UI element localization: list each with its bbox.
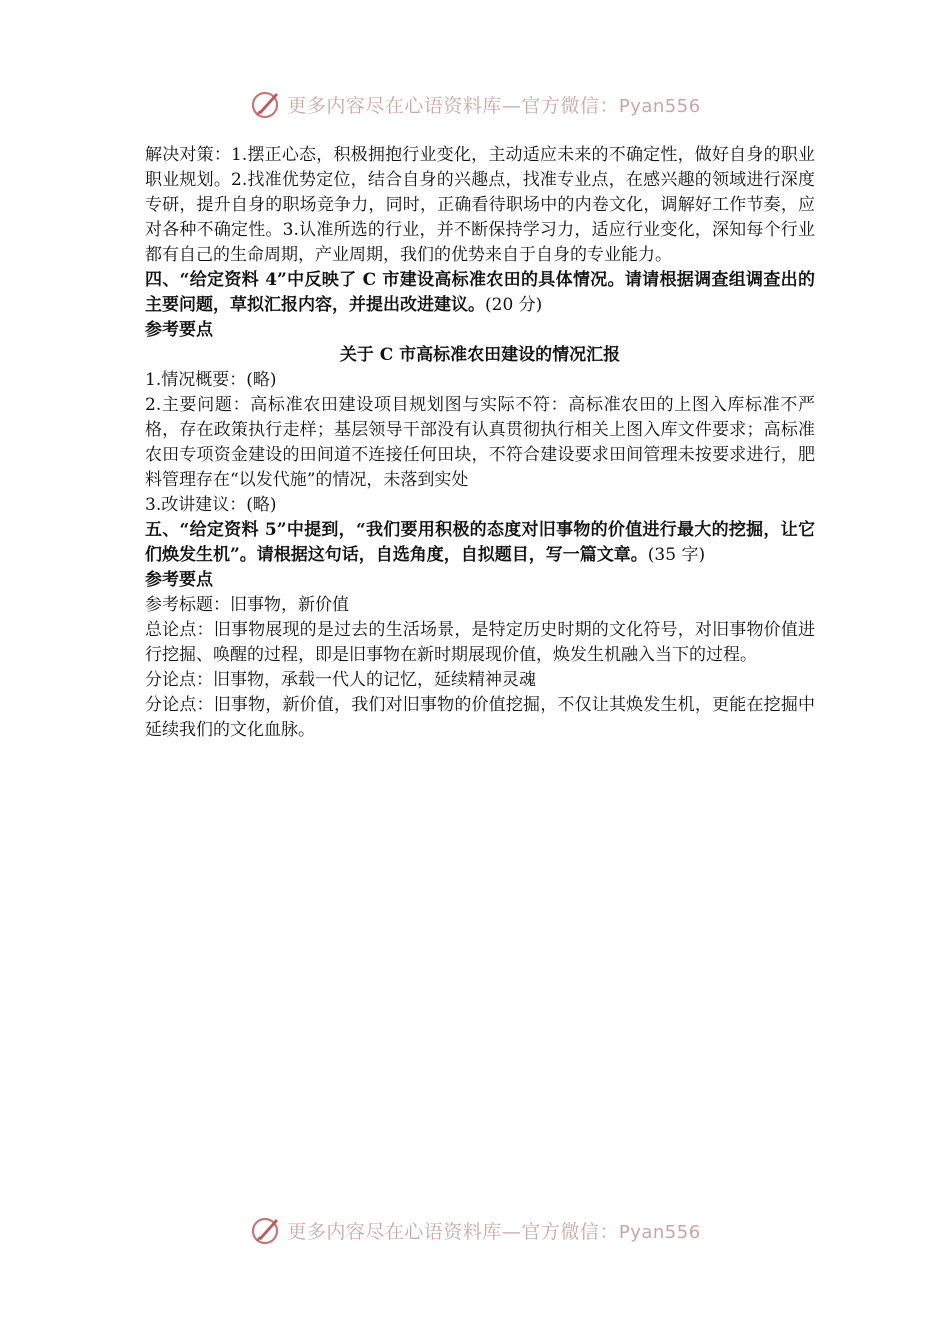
question-5-score: (35 字) [647,545,706,565]
main-argument: 总论点：旧事物展现的是过去的生活场景，是特定历史时期的文化符号，对旧事物价值进行挖掘、唤醒的过程，即是旧事物在新时期展现价值，焕发生机融入当下的过程。 [145,620,815,665]
quill-logo-icon [249,1213,283,1247]
report-item-overview: 1.情况概要：(略) [145,370,277,390]
question-5-title: 五、“给定资料 5”中提到，“我们要用积极的态度对旧事物的价值进行最大的挖掘，让它们焕发生机”。请根据这句话，自选角度，自拟题目，写一篇文章。 [145,520,815,565]
question-4-score: (20 分) [485,295,543,315]
report-item-suggestions: 3.改讲建议：(略) [145,495,277,515]
question-5 [145,518,815,568]
countermeasures-paragraph: 解决对策：1.摆正心态，积极拥抱行业变化，主动适应未来的不确定性，做好自身的职业职业规划。2.找准优势定位，结合自身的兴趣点，找准专业点，在感兴趣的领域进行深度专研，提升自身的职场竞争力，同时，正确看待职场中的内卷文化，调解好工作节奏，应对各种不确定性。3.认准所选的行业，并不断保持学习力，适应行业变化，深知每个行业都有自己的生命周期，产业周期，我们的优势来自于自身的专业能力。 [145,145,815,265]
reference-title: 参考标题：旧事物，新价值 [145,595,349,615]
sub-argument-2: 分论点：旧事物，新价值，我们对旧事物的价值挖掘，不仅让其焕发生机，更能在挖掘中延续我们的文化血脉。 [145,695,815,740]
report-item-problems: 2.主要问题：高标准农田建设项目规划图与实际不符：高标准农田的上图入库标准不严格，存在政策执行走样；基层领导干部没有认真贯彻执行相关上图入库文件要求；高标准农田专项资金建设的田间道不连接任何田块，不符合建设要求田间管理未按要求进行，肥料管理存在“以发代施”的情况，未落到实处 [145,395,815,490]
sub-argument-1: 分论点：旧事物，承载一代人的记忆，延续精神灵魂 [145,670,536,690]
watermark-text: 更多内容尽在心语资料库—官方微信：Pyan556 [287,1220,701,1243]
report-title: 关于 C 市高标准农田建设的情况汇报 [339,345,621,365]
question-4-title: 四、“给定资料 4”中反映了 C 市建设高标准农田的具体情况。请请根据调查组调查出的主要问题，草拟汇报内容，并提出改进建议。 [145,270,815,315]
footer-watermark [0,1210,950,1250]
watermark-text: 更多内容尽在心语资料库—官方微信：Pyan556 [287,94,701,117]
header-watermark [0,84,950,124]
document-body [145,143,815,743]
quill-logo-icon [249,87,283,121]
reference-points-label-2: 参考要点 [145,570,213,590]
reference-points-label: 参考要点 [145,320,213,340]
question-4 [145,268,815,318]
